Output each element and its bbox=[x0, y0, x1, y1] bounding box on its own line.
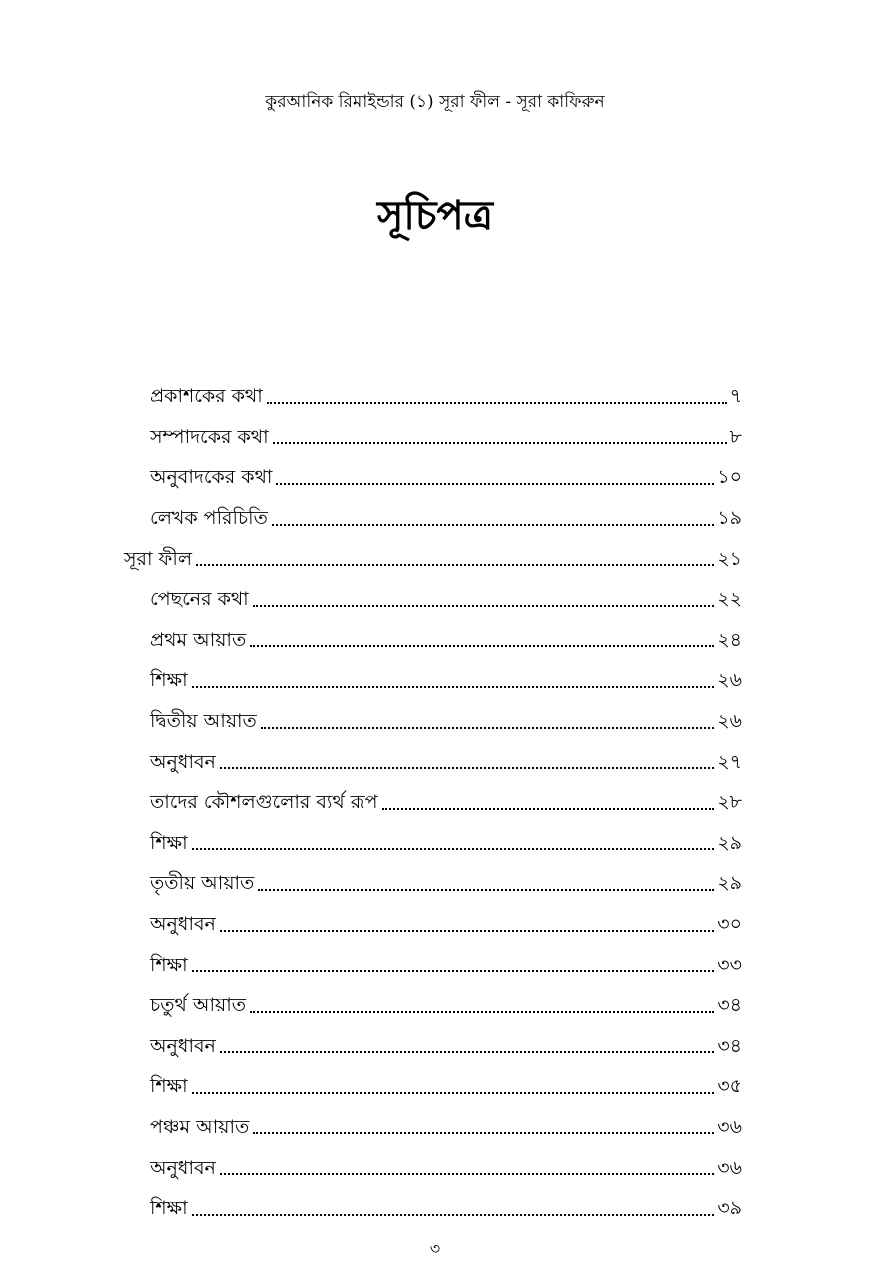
dot-leader bbox=[192, 685, 715, 688]
dot-leader bbox=[253, 1131, 714, 1134]
toc-entry-title: সম্পাদকের কথা bbox=[150, 425, 269, 448]
dot-leader bbox=[192, 847, 715, 850]
page-title: সূচিপত্র bbox=[377, 192, 493, 239]
toc-entry-page: ৩৫ bbox=[717, 1075, 742, 1098]
dot-leader bbox=[253, 604, 715, 607]
toc-entry bbox=[0, 985, 870, 1026]
dot-leader bbox=[382, 807, 715, 810]
toc-entry-title: অনুধাবন bbox=[150, 913, 216, 936]
toc-entry-page: ৮ bbox=[729, 425, 742, 448]
dot-leader bbox=[276, 482, 714, 485]
toc-entry-title: শিক্ষা bbox=[150, 1075, 188, 1098]
toc-entry-page: ৩৬ bbox=[717, 1156, 742, 1179]
toc-entry-page: ২৮ bbox=[717, 791, 742, 814]
toc-entry bbox=[0, 782, 870, 823]
toc-entry bbox=[0, 944, 870, 985]
toc-entry bbox=[0, 538, 870, 579]
toc-entry-page: ৩৪ bbox=[717, 1034, 742, 1057]
toc-entry-page: ৩৪ bbox=[717, 994, 742, 1017]
toc-entry-title: দ্বিতীয় আয়াত bbox=[150, 710, 257, 733]
toc-entry bbox=[0, 823, 870, 864]
toc-entry bbox=[0, 620, 870, 661]
toc-entry-page: ২৯ bbox=[717, 872, 742, 895]
toc-entry-page: ৩০ bbox=[717, 913, 742, 936]
toc-entry-page: ২২ bbox=[717, 588, 742, 611]
dot-leader bbox=[220, 929, 714, 932]
dot-leader bbox=[220, 1172, 714, 1175]
toc-entry-page: ৩৩ bbox=[717, 953, 742, 976]
dot-leader bbox=[250, 644, 714, 647]
dot-leader bbox=[220, 1050, 714, 1053]
dot-leader bbox=[261, 726, 715, 729]
running-header: কুরআনিক রিমাইন্ডার (১) সূরা ফীল - সূরা কাফিরুন bbox=[265, 92, 605, 112]
dot-leader bbox=[192, 1213, 715, 1216]
toc-entry-title: পেছনের কথা bbox=[150, 588, 249, 611]
toc-entry-title: অনুধাবন bbox=[150, 1156, 216, 1179]
toc-entry-title: সূরা ফীল bbox=[124, 547, 193, 570]
toc-entry bbox=[0, 741, 870, 782]
dot-leader bbox=[192, 1091, 715, 1094]
toc-entry-page: ২৯ bbox=[717, 831, 742, 854]
toc-entry bbox=[0, 498, 870, 539]
toc-entry-title: অনুবাদকের কথা bbox=[150, 466, 273, 489]
toc-entry-page: ২১ bbox=[717, 547, 742, 570]
table-of-contents bbox=[0, 376, 870, 1228]
dot-leader bbox=[258, 888, 714, 891]
toc-entry-page: ২৬ bbox=[717, 669, 742, 692]
toc-entry bbox=[0, 1147, 870, 1188]
toc-entry bbox=[0, 1188, 870, 1229]
toc-entry-title: অনুধাবন bbox=[150, 750, 216, 773]
toc-entry bbox=[0, 863, 870, 904]
toc-entry-page: ২৪ bbox=[717, 628, 742, 651]
toc-entry-title: প্রকাশকের কথা bbox=[150, 385, 263, 408]
toc-entry bbox=[0, 1066, 870, 1107]
toc-entry-page: ২৭ bbox=[717, 750, 742, 773]
page-number: ৩ bbox=[429, 1239, 441, 1258]
toc-entry-title: শিক্ষা bbox=[150, 1197, 188, 1220]
dot-leader bbox=[192, 969, 715, 972]
toc-entry-title: শিক্ষা bbox=[150, 831, 188, 854]
toc-entry bbox=[0, 417, 870, 458]
dot-leader bbox=[273, 441, 727, 444]
toc-entry bbox=[0, 904, 870, 945]
toc-entry-page: ১৯ bbox=[717, 507, 742, 530]
toc-entry-title: অনুধাবন bbox=[150, 1034, 216, 1057]
toc-entry bbox=[0, 579, 870, 620]
toc-entry bbox=[0, 457, 870, 498]
dot-leader bbox=[250, 1010, 714, 1013]
toc-entry bbox=[0, 1107, 870, 1148]
toc-entry-page: ১০ bbox=[717, 466, 742, 489]
toc-entry-title: চতুর্থ আয়াত bbox=[150, 994, 246, 1017]
toc-entry-title: প্রথম আয়াত bbox=[150, 628, 247, 651]
dot-leader bbox=[220, 766, 714, 769]
dot-leader bbox=[272, 523, 714, 526]
toc-entry-page: ২৬ bbox=[717, 710, 742, 733]
toc-entry bbox=[0, 660, 870, 701]
toc-entry-page: ৩৯ bbox=[717, 1197, 742, 1220]
toc-entry-title: তাদের কৌশলগুলোর ব্যর্থ রূপ bbox=[150, 791, 378, 814]
toc-entry-title: পঞ্চম আয়াত bbox=[150, 1115, 250, 1138]
toc-entry bbox=[0, 701, 870, 742]
toc-entry bbox=[0, 376, 870, 417]
toc-entry-title: শিক্ষা bbox=[150, 669, 188, 692]
toc-entry-title: তৃতীয় আয়াত bbox=[150, 872, 255, 895]
toc-entry bbox=[0, 1026, 870, 1067]
dot-leader bbox=[267, 401, 727, 404]
toc-entry-page: ৭ bbox=[729, 385, 742, 408]
toc-entry-title: লেখক পরিচিতি bbox=[150, 507, 268, 530]
dot-leader bbox=[196, 563, 714, 566]
toc-entry-title: শিক্ষা bbox=[150, 953, 188, 976]
toc-entry-page: ৩৬ bbox=[717, 1115, 742, 1138]
